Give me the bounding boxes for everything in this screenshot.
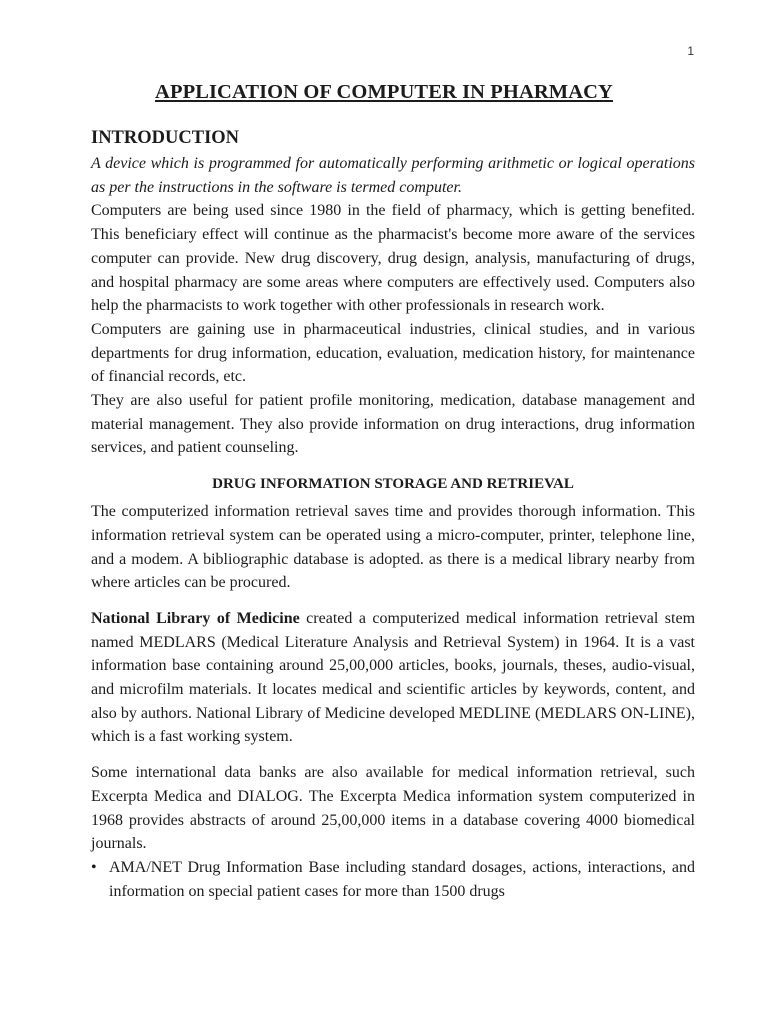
- drug-information-heading: DRUG INFORMATION STORAGE AND RETRIEVAL: [212, 476, 574, 493]
- retrieval-paragraph: The computerized information retrieval saves time and provides thorough information. This information retrieval system can be operated using a micro-computer, printer, telephone line, and a modem. A bibliographic database is adopted. as there is a medical library nearby from where articles can be procured.: [91, 503, 695, 592]
- page-number: 1: [687, 44, 694, 58]
- introduction-heading: INTRODUCTION: [91, 128, 240, 148]
- data-bank-list: [91, 856, 695, 903]
- intro-paragraph-3: They are also useful for patient profile monitoring, medication, database management and material management. They also provide information on drug interactions, drug information services, and patient counseling.: [91, 392, 695, 457]
- computer-definition: A device which is programmed for automatically performing arithmetic or logical operations as per the instructions in the software is termed computer.: [91, 155, 695, 196]
- data-banks-paragraph: Some international data banks are also available for medical information retrieval, such Excerpta Medica and DIALOG. The Excerpta Medica information system computerized in 1968 provides abstracts of around 25,00,000 items in a database covering 4000 biomedical journals.: [91, 764, 695, 853]
- nlm-paragraph: [91, 607, 695, 749]
- intro-paragraph-1: Computers are being used since 1980 in the field of pharmacy, which is getting benefited. This beneficiary effect will continue as the pharmacist's become more aware of the services computer can provide. New drug discovery, drug design, analysis, manufacturing of drugs, and hospital pharmacy are some areas where computers are effectively used. Computers also help the pharmacists to work together with other professionals in research work.: [91, 202, 695, 315]
- bullet-icon: •: [91, 858, 97, 876]
- intro-paragraph-2: Computers are gaining use in pharmaceutical industries, clinical studies, and in various departments for drug information, education, evaluation, medication history, for maintenance of financial records, etc.: [91, 320, 695, 386]
- nlm-description: created a computerized medical information retrieval stem named MEDLARS (Medical Literature Analysis and Retrieval System) in 1964. It is a vast information base containing around 25,00,000 articles, books, journals, theses, audio-visual, and microfilm materials. It locates medical and scientific articles by keywords, content, and also by authors. National Library of Medicine developed MEDLINE (MEDLARS ON-LINE), which is a fast working system.: [91, 609, 696, 746]
- nlm-name: National Library of Medicine: [91, 609, 300, 627]
- document-title: APPLICATION OF COMPUTER IN PHARMACY: [155, 81, 613, 103]
- list-item-text: AMA/NET Drug Information Base including standard dosages, actions, interactions, and information on special patient cases for more than 1500 drugs: [109, 858, 695, 900]
- document-body: [91, 124, 695, 903]
- list-item: [91, 856, 695, 903]
